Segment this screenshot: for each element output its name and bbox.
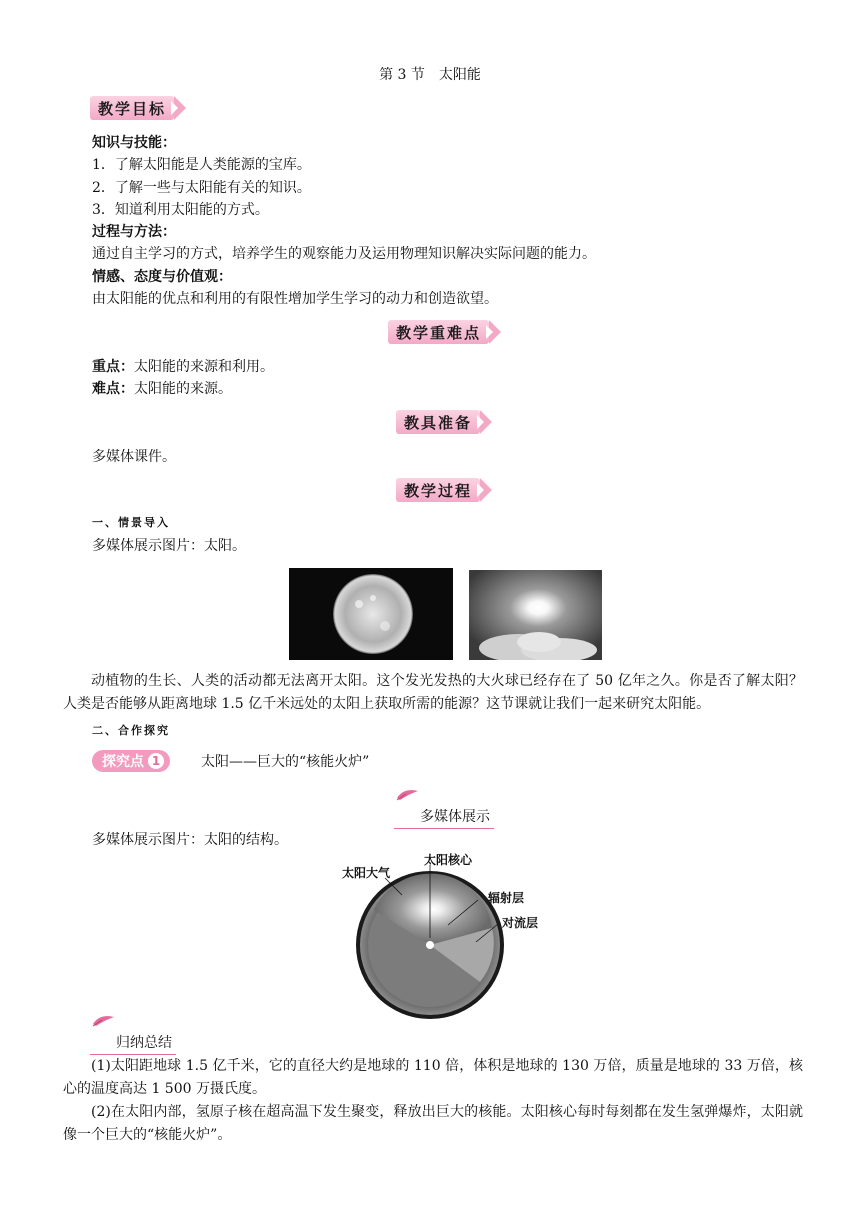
process-banner (396, 478, 480, 502)
explore-tag-label: 探究点 (102, 754, 144, 770)
feather-icon (92, 1014, 116, 1028)
media-show-label: 多媒体展示 (420, 809, 490, 825)
tools-text: 多媒体课件。 (92, 449, 176, 465)
explore-tag (92, 750, 170, 772)
summary-label: 归纳总结 (116, 1035, 172, 1051)
goals-banner-label: 教学目标 (98, 99, 167, 118)
summary-point-1: (1)太阳距地球 1.5 亿千米，它的直径大约是地球的 110 倍，体积是地球的 130 万倍，质量是地球的 33 万倍，核心的温度高达 1 500 万摄氏度。 (63, 1058, 803, 1097)
tools-banner-label: 教具准备 (404, 413, 473, 432)
knowledge-item-2: 2．了解一些与太阳能有关的知识。 (92, 180, 311, 196)
label-radiation-layer: 辐射层 (488, 891, 525, 905)
emotion-title: 情感、态度与价值观： (92, 269, 232, 285)
explore-tag-number: 1 (148, 753, 164, 769)
summary-heading (116, 1032, 172, 1052)
keypoints-banner-label: 教学重难点 (396, 323, 482, 342)
keypoints-banner (388, 320, 489, 344)
sun-photo-2 (469, 570, 602, 660)
goals-banner (90, 96, 174, 120)
key-label: 重点： (92, 359, 134, 375)
sun-photo-1 (289, 568, 453, 660)
difficult-point (92, 379, 232, 399)
feather-icon (396, 788, 420, 802)
key-text: 太阳能的来源和利用。 (134, 359, 274, 375)
key-point (92, 357, 274, 377)
process-title: 过程与方法： (92, 224, 176, 240)
difficult-text: 太阳能的来源。 (134, 381, 232, 397)
summary-point-2: (2)在太阳内部，氢原子核在超高温下发生聚变，释放出巨大的核能。太阳核心每时每刻都在发生氢弹爆炸，太阳就像一个巨大的“核能火炉”。 (63, 1104, 803, 1143)
knowledge-item-3: 3．知道利用太阳能的方式。 (92, 202, 269, 218)
difficult-label: 难点： (92, 381, 134, 397)
label-convection-layer: 对流层 (502, 916, 539, 930)
section-explore-heading: 二、合作探究 (92, 724, 170, 737)
knowledge-title: 知识与技能： (92, 135, 176, 151)
media-show-heading (420, 806, 490, 826)
section-intro-heading: 一、情景导入 (92, 516, 170, 529)
knowledge-item-1: 1．了解太阳能是人类能源的宝库。 (92, 157, 311, 173)
label-sun-core: 太阳核心 (424, 853, 473, 867)
page-title: 第 3 节 太阳能 (379, 67, 481, 83)
show-sun-text: 多媒体展示图片：太阳。 (92, 538, 246, 554)
process-text: 通过自主学习的方式，培养学生的观察能力及运用物理知识解决实际问题的能力。 (92, 246, 596, 262)
tools-banner (396, 410, 480, 434)
explore-title: 太阳——巨大的“核能火炉” (201, 754, 370, 770)
intro-paragraph: 动植物的生长、人类的活动都无法离开太阳。这个发光发热的大火球已经存在了 50 亿年之久。你是否了解太阳？人类是否能够从距离地球 1.5 亿千米远处的太阳上获取所需的能源？这节课就让我们一起来研究太阳能。 (63, 673, 803, 712)
label-sun-atmosphere: 太阳大气 (342, 866, 391, 880)
process-banner-label: 教学过程 (404, 481, 473, 500)
show-structure-text: 多媒体展示图片：太阳的结构。 (92, 832, 288, 848)
emotion-text: 由太阳能的优点和利用的有限性增加学生学习的动力和创造欲望。 (92, 291, 498, 307)
